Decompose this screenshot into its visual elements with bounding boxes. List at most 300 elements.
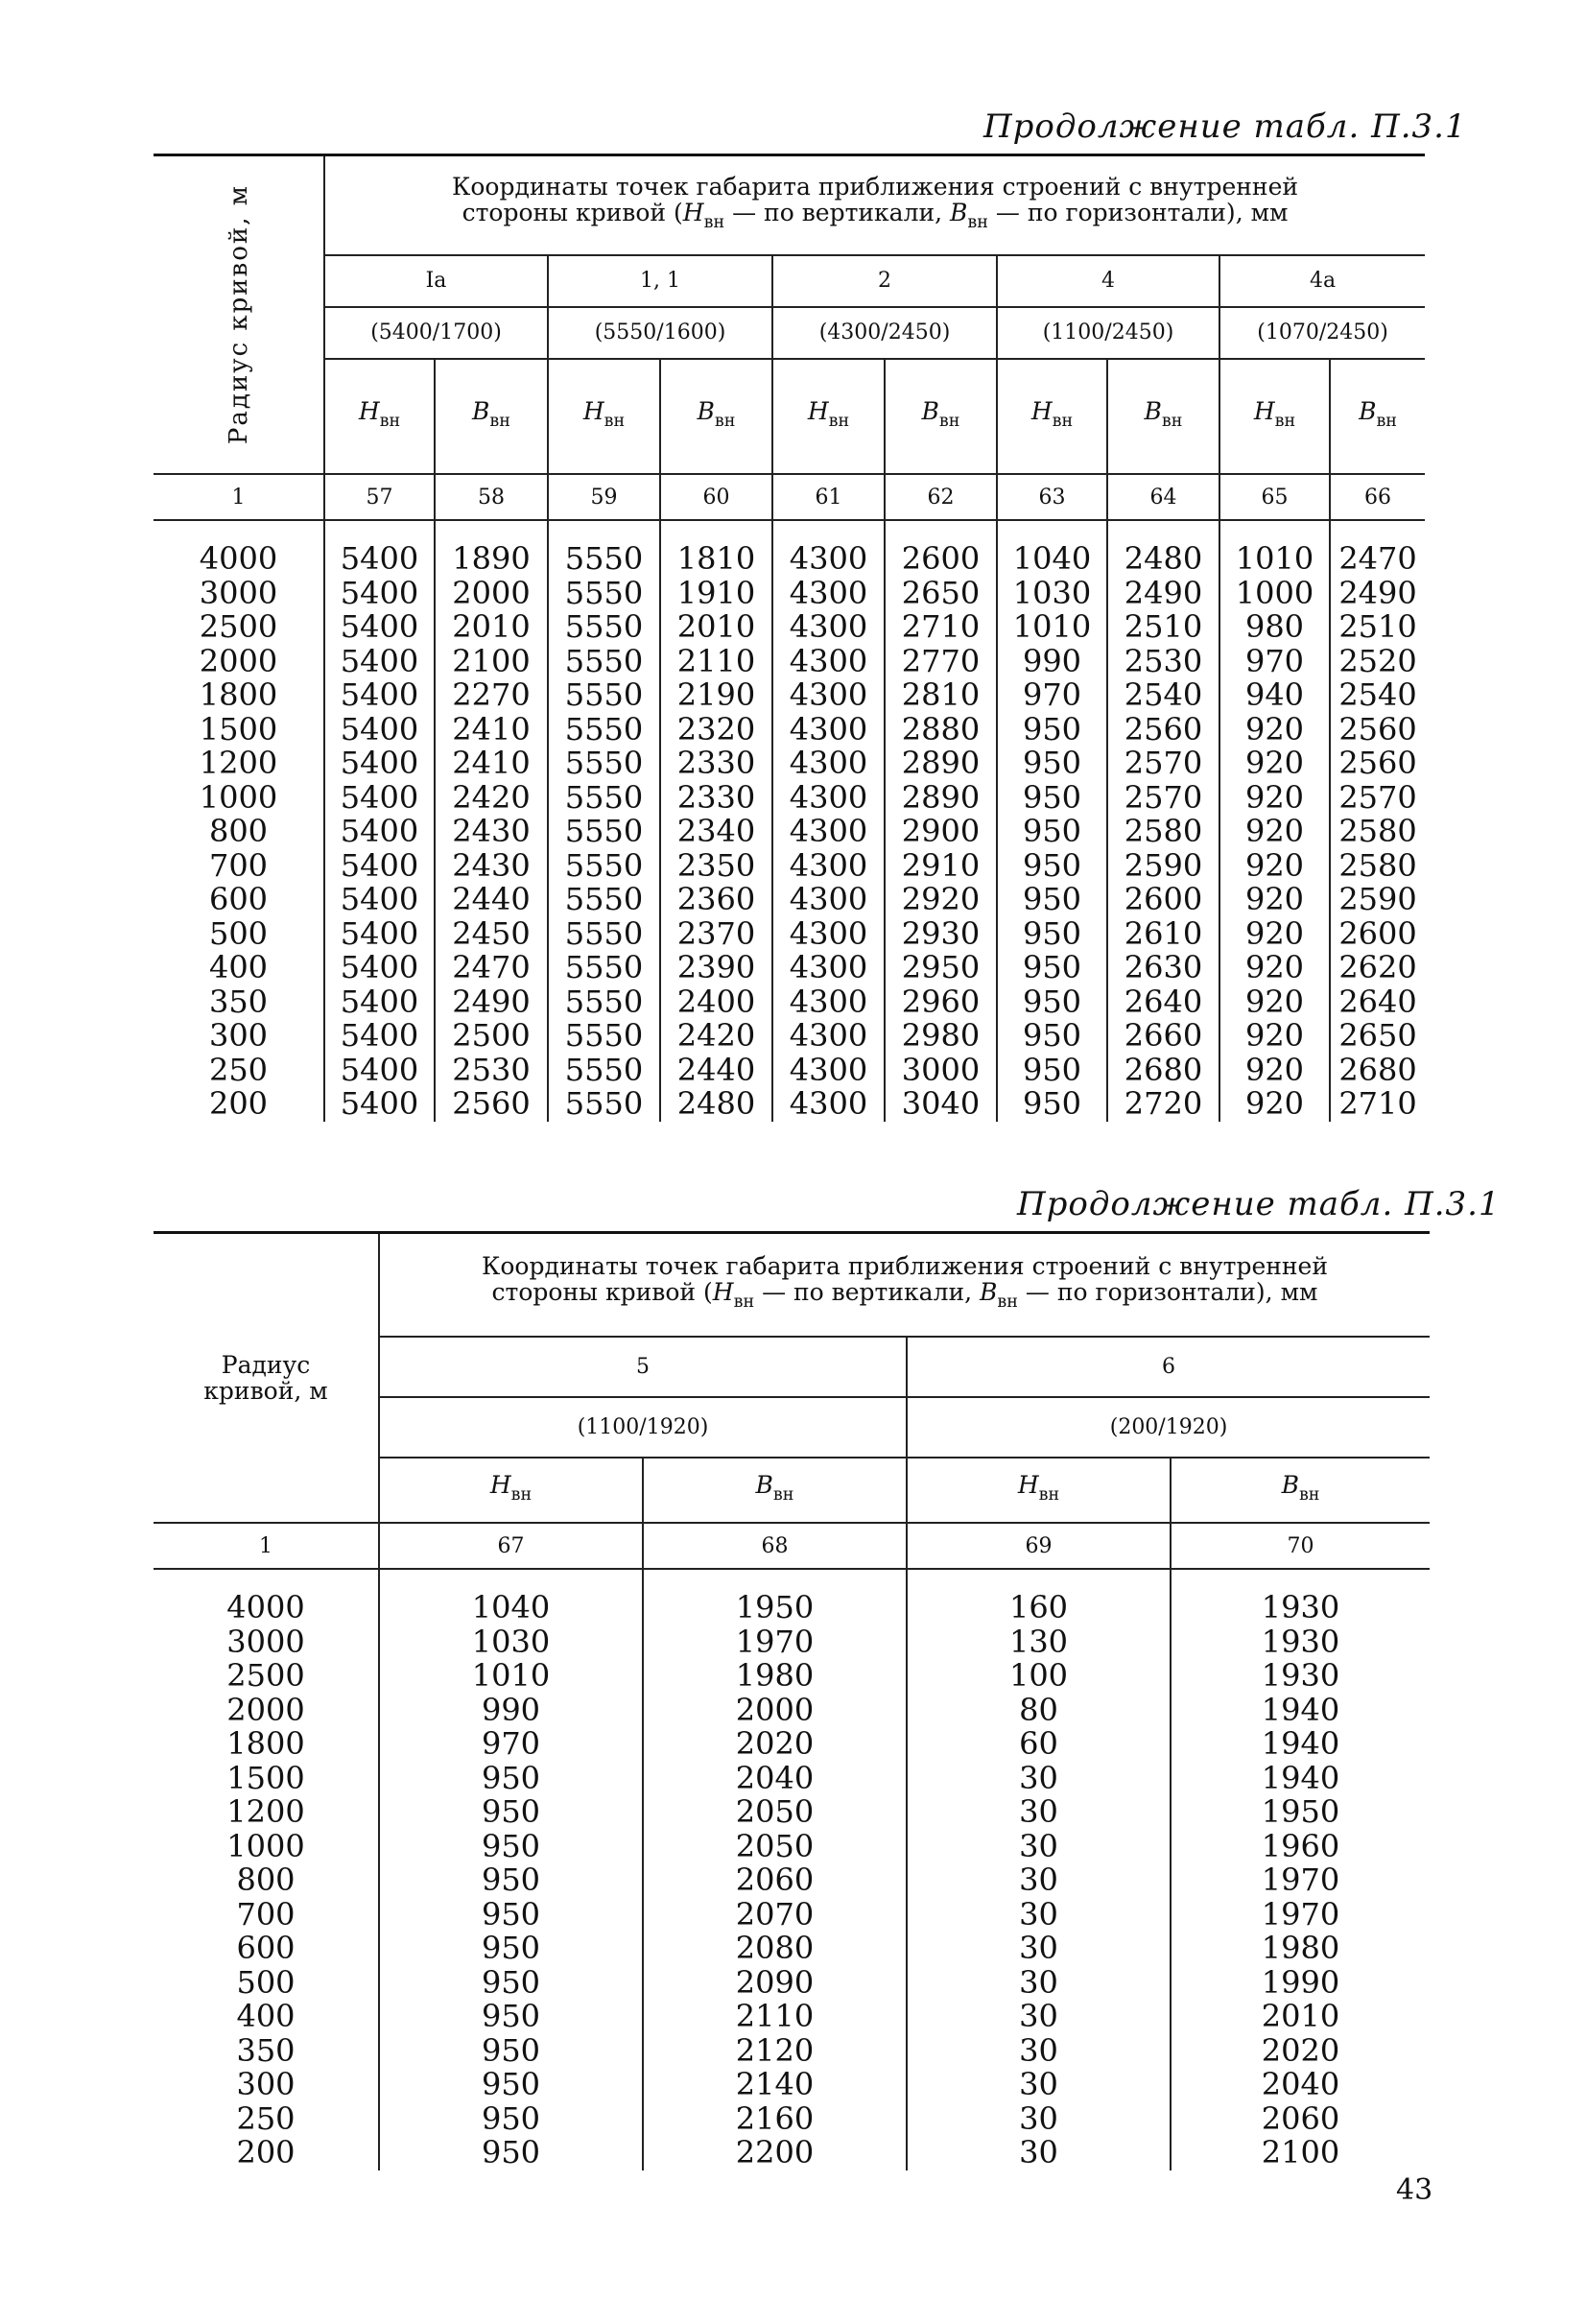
value-cell: 2340 [660,815,772,849]
radius-cell: 700 [236,1895,296,1933]
value-cell: 5550 [548,951,660,985]
table-row [154,1830,1430,1864]
value-cell: 5550 [548,542,660,577]
radius-cell: 600 [208,881,269,917]
column-number: 66 [1330,474,1425,520]
value-cell: 920 [1219,917,1330,952]
value-cell: 2430 [435,815,548,849]
h-header: $H_{вн}$ [379,1458,643,1523]
value-cell: 950 [997,1087,1107,1122]
value-cell: 2680 [1330,1054,1425,1088]
value-cell: 950 [997,985,1107,1020]
value-cell: 950 [379,2102,643,2137]
spacer-cell [1219,520,1330,542]
value-cell: 2480 [1107,542,1219,577]
value-cell: 5400 [324,678,435,713]
value-cell: 2410 [435,713,548,747]
value-cell: 950 [379,2136,643,2170]
value-cell: 950 [379,2034,643,2069]
table-row [154,1727,1430,1762]
value-cell: 1940 [1171,1762,1430,1796]
radius-cell: 3000 [199,574,278,611]
column-number: 64 [1107,474,1219,520]
value-cell: 970 [379,1727,643,1762]
value-cell: 4300 [772,917,885,952]
column-number: 65 [1219,474,1330,520]
value-cell: 2890 [885,781,997,816]
value-cell: 5550 [548,747,660,781]
value-cell: 2420 [435,781,548,816]
profile-name: 1, 1 [548,255,772,307]
value-cell: 920 [1219,1054,1330,1088]
value-cell: 1810 [660,542,772,577]
value-cell: 2350 [660,849,772,884]
b-header: $B_{вн}$ [660,359,772,474]
value-cell: 2330 [660,747,772,781]
value-cell: 950 [997,815,1107,849]
value-cell: 2980 [885,1019,997,1054]
value-cell: 950 [997,713,1107,747]
spacer-cell [154,1569,379,1591]
value-cell: 2490 [435,985,548,1020]
value-cell: 950 [997,747,1107,781]
table-row [154,883,1425,917]
value-cell: 920 [1219,951,1330,985]
value-cell: 5400 [324,917,435,952]
value-cell: 2560 [1107,713,1219,747]
value-cell: 950 [379,1966,643,2001]
value-cell: 5550 [548,713,660,747]
page-number: 43 [1396,2173,1433,2207]
table-row [154,1087,1425,1122]
radius-header-cell [154,1233,379,1524]
table-row [154,1898,1430,1933]
value-cell: 2020 [1171,2034,1430,2069]
value-cell: 5400 [324,951,435,985]
value-cell: 5400 [324,1087,435,1122]
radius-cell: 350 [208,983,269,1020]
radius-cell: 4000 [199,540,278,577]
value-cell: 2080 [643,1932,907,1966]
value-cell: 2330 [660,781,772,816]
value-cell: 5400 [324,815,435,849]
value-cell: 4300 [772,678,885,713]
spacer-cell [643,1569,907,1591]
table-row [154,849,1425,884]
h-header: $H_{вн}$ [772,359,885,474]
value-cell: 1940 [1171,1727,1430,1762]
table-row [154,1694,1430,1728]
value-cell: 1970 [643,1625,907,1660]
table-row [154,1054,1425,1088]
table-row [154,781,1425,816]
value-cell: 2100 [1171,2136,1430,2170]
value-cell: 3000 [885,1054,997,1088]
h-header: $H_{вн}$ [907,1458,1171,1523]
value-cell: 5550 [548,1054,660,1088]
value-cell: 2050 [643,1830,907,1864]
b-header: $B_{вн}$ [885,359,997,474]
value-cell: 2190 [660,678,772,713]
value-cell: 2390 [660,951,772,985]
radius-cell: 1000 [199,778,278,816]
table-row [154,577,1425,611]
value-cell: 990 [997,645,1107,679]
value-cell: 1990 [1171,1966,1430,2001]
table-row [154,1019,1425,1054]
table-row [154,1659,1430,1694]
value-cell: 950 [379,1830,643,1864]
value-cell: 30 [907,2000,1171,2034]
value-cell: 5400 [324,1019,435,1054]
value-cell: 2040 [643,1762,907,1796]
value-cell: 2580 [1330,815,1425,849]
value-cell: 2530 [435,1054,548,1088]
value-cell: 1040 [997,542,1107,577]
profile-name: 2 [772,255,997,307]
h-header: $H_{вн}$ [1219,359,1330,474]
value-cell: 5550 [548,1019,660,1054]
value-cell: 5550 [548,781,660,816]
profile-dims: (1100/2450) [997,307,1219,359]
value-cell: 2360 [660,883,772,917]
spacer-row [154,1569,1430,1591]
group-title-line1: Координаты точек габарита приближения строений с внутренней [482,1252,1329,1281]
value-cell: 950 [379,2000,643,2034]
value-cell: 5400 [324,883,435,917]
value-cell: 2610 [1107,917,1219,952]
column-number-row [154,474,1425,520]
table-row [154,678,1425,713]
value-cell: 2570 [1107,781,1219,816]
profile-dims: (1100/1920) [379,1397,907,1458]
value-cell: 30 [907,1762,1171,1796]
value-cell: 1940 [1171,1694,1430,1728]
value-cell: 2630 [1107,951,1219,985]
table-2 [154,1231,1430,2170]
value-cell: 5400 [324,849,435,884]
value-cell: 5400 [324,645,435,679]
value-cell: 2540 [1330,678,1425,713]
value-cell: 2600 [1107,883,1219,917]
spacer-row [154,520,1425,542]
value-cell: 2440 [660,1054,772,1088]
value-cell: 30 [907,1898,1171,1933]
value-cell: 2920 [885,883,997,917]
table-row [154,815,1425,849]
column-number: 62 [885,474,997,520]
spacer-cell [154,520,324,542]
value-cell: 30 [907,1966,1171,2001]
value-cell: 2520 [1330,645,1425,679]
column-number: 61 [772,474,885,520]
value-cell: 920 [1219,713,1330,747]
value-cell: 2070 [643,1898,907,1933]
h-header: $H_{вн}$ [548,359,660,474]
value-cell: 2400 [660,985,772,1020]
value-cell: 2910 [885,849,997,884]
spacer-cell [324,520,435,542]
spacer-cell [1330,520,1425,542]
value-cell: 980 [1219,610,1330,645]
value-cell: 950 [997,1054,1107,1088]
column-number: 63 [997,474,1107,520]
value-cell: 950 [379,1898,643,1933]
spacer-cell [907,1569,1171,1591]
value-cell: 950 [997,951,1107,985]
radius-header: Радиус кривой, м [224,184,253,445]
value-cell: 2050 [643,1795,907,1830]
table-row [154,1966,1430,2001]
value-cell: 2000 [435,577,548,611]
value-cell: 1950 [1171,1795,1430,1830]
value-cell: 2710 [885,610,997,645]
radius-cell: 2500 [199,608,278,645]
value-cell: 30 [907,1863,1171,1898]
spacer-cell [660,520,772,542]
value-cell: 2580 [1330,849,1425,884]
value-cell: 2810 [885,678,997,713]
value-cell: 4300 [772,713,885,747]
table-row [154,2068,1430,2102]
radius-cell: 500 [208,914,269,952]
value-cell: 4300 [772,1019,885,1054]
value-cell: 1980 [643,1659,907,1694]
value-cell: 1010 [1219,542,1330,577]
h-header: $H_{вн}$ [997,359,1107,474]
table-row [154,1762,1430,1796]
table-1 [154,154,1425,1122]
value-cell: 1030 [997,577,1107,611]
value-cell: 5550 [548,917,660,952]
radius-cell: 1200 [199,745,278,781]
column-number: 60 [660,474,772,520]
value-cell: 80 [907,1694,1171,1728]
value-cell: 2560 [1330,713,1425,747]
value-cell: 1930 [1171,1625,1430,1660]
value-cell: 2590 [1107,849,1219,884]
value-cell: 2570 [1330,781,1425,816]
group-title-line1: Координаты точек габарита приближения строений с внутренней [452,173,1299,202]
radius-cell: 250 [236,2099,296,2137]
value-cell: 950 [997,849,1107,884]
spacer-cell [1107,520,1219,542]
value-cell: 1970 [1171,1898,1430,1933]
column-number: 68 [643,1523,907,1569]
radius-cell: 400 [236,1998,296,2034]
value-cell: 950 [379,1762,643,1796]
value-cell: 2500 [435,1019,548,1054]
table-row [154,917,1425,952]
value-cell: 2720 [1107,1087,1219,1122]
radius-cell: 400 [208,949,269,985]
value-cell: 920 [1219,815,1330,849]
value-cell: 920 [1219,849,1330,884]
value-cell: 2010 [435,610,548,645]
value-cell: 2100 [435,645,548,679]
value-cell: 2010 [1171,2000,1430,2034]
table-1-body [154,520,1425,1122]
radius-cell: 350 [236,2031,296,2069]
value-cell: 5550 [548,815,660,849]
table-row [154,1932,1430,1966]
value-cell: 2650 [885,577,997,611]
value-cell: 5400 [324,577,435,611]
b-header: $B_{вн}$ [1330,359,1425,474]
value-cell: 160 [907,1591,1171,1625]
value-cell: 2430 [435,849,548,884]
table-2-body [154,1569,1430,2170]
radius-header-cell [154,155,324,475]
value-cell: 2950 [885,951,997,985]
spacer-cell [772,520,885,542]
value-cell: 2570 [1107,747,1219,781]
value-cell: 920 [1219,883,1330,917]
value-cell: 5400 [324,1054,435,1088]
value-cell: 950 [379,1795,643,1830]
profile-name: 4a [1219,255,1425,307]
column-number: 70 [1171,1523,1430,1569]
value-cell: 5550 [548,678,660,713]
radius-cell: 300 [208,1017,269,1054]
table-row [154,1625,1430,1660]
value-cell: 2060 [643,1863,907,1898]
value-cell: 2440 [435,883,548,917]
column-number: 1 [231,485,246,510]
value-cell: 2590 [1330,883,1425,917]
value-cell: 970 [997,678,1107,713]
value-cell: 5550 [548,645,660,679]
value-cell: 2650 [1330,1019,1425,1054]
value-cell: 2270 [435,678,548,713]
value-cell: 950 [997,883,1107,917]
column-number: 1 [259,1533,272,1558]
value-cell: 5550 [548,849,660,884]
spacer-cell [379,1569,643,1591]
profile-name: 5 [379,1337,907,1397]
value-cell: 30 [907,1795,1171,1830]
value-cell: 130 [907,1625,1171,1660]
value-cell: 4300 [772,747,885,781]
radius-cell: 700 [208,846,269,884]
value-cell: 1040 [379,1591,643,1625]
value-cell: 920 [1219,1019,1330,1054]
value-cell: 2010 [660,610,772,645]
value-cell: 920 [1219,985,1330,1020]
value-cell: 1980 [1171,1932,1430,1966]
value-cell: 2680 [1107,1054,1219,1088]
value-cell: 950 [997,781,1107,816]
b-header: $B_{вн}$ [1171,1458,1430,1523]
value-cell: 4300 [772,781,885,816]
radius-cell: 800 [236,1862,296,1898]
value-cell: 2410 [435,747,548,781]
value-cell: 2510 [1330,610,1425,645]
value-cell: 2470 [435,951,548,985]
value-cell: 5400 [324,713,435,747]
value-cell: 2110 [643,2000,907,2034]
radius-cell: 500 [236,1963,296,2001]
value-cell: 5550 [548,1087,660,1122]
group-title-line2: стороны кривой ($H_{вн}$ — по вертикали, $B_{вн}$ — по горизонтали), мм [462,199,1289,233]
value-cell: 2770 [885,645,997,679]
value-cell: 4300 [772,1054,885,1088]
value-cell: 2880 [885,713,997,747]
value-cell: 30 [907,1830,1171,1864]
table-row [154,542,1425,577]
value-cell: 2200 [643,2136,907,2170]
radius-cell: 200 [208,1085,269,1122]
value-cell: 2320 [660,713,772,747]
radius-header: Радиус кривой, м [203,1351,328,1405]
radius-cell: 1800 [226,1725,305,1762]
value-cell: 1010 [379,1659,643,1694]
value-cell: 950 [379,1932,643,1966]
spacer-cell [997,520,1107,542]
table-row [154,1591,1430,1625]
table-row [154,2102,1430,2137]
value-cell: 5400 [324,747,435,781]
column-number: 57 [324,474,435,520]
value-cell: 2000 [643,1694,907,1728]
value-cell: 30 [907,2068,1171,2102]
profile-dims: (5550/1600) [548,307,772,359]
radius-cell: 1800 [199,676,278,713]
table-row [154,1795,1430,1830]
value-cell: 4300 [772,645,885,679]
value-cell: 2020 [643,1727,907,1762]
value-cell: 2140 [643,2068,907,2102]
column-number-row [154,1523,1430,1569]
radius-cell: 300 [236,2066,296,2102]
table-caption-2: Продолжение табл. П.3.1 [1017,1185,1501,1223]
value-cell: 2900 [885,815,997,849]
value-cell: 5400 [324,985,435,1020]
value-cell: 920 [1219,781,1330,816]
value-cell: 1960 [1171,1830,1430,1864]
group-title [379,1233,1430,1337]
radius-cell: 200 [236,2134,296,2170]
radius-cell: 600 [236,1930,296,1966]
value-cell: 2490 [1330,577,1425,611]
value-cell: 2370 [660,917,772,952]
value-cell: 1970 [1171,1863,1430,1898]
value-cell: 920 [1219,1087,1330,1122]
value-cell: 2640 [1330,985,1425,1020]
table-row [154,951,1425,985]
value-cell: 950 [997,1019,1107,1054]
spacer-cell [548,520,660,542]
value-cell: 1950 [643,1591,907,1625]
value-cell: 4300 [772,577,885,611]
value-cell: 920 [1219,747,1330,781]
value-cell: 2600 [885,542,997,577]
radius-cell: 2000 [199,642,278,679]
radius-cell: 250 [208,1051,269,1088]
value-cell: 30 [907,2102,1171,2137]
value-cell: 2530 [1107,645,1219,679]
value-cell: 2160 [643,2102,907,2137]
radius-cell: 1500 [199,710,278,747]
value-cell: 950 [379,1863,643,1898]
value-cell: 2620 [1330,951,1425,985]
value-cell: 5550 [548,577,660,611]
column-number: 67 [379,1523,643,1569]
value-cell: 2930 [885,917,997,952]
profile-dims: (4300/2450) [772,307,997,359]
table-row [154,985,1425,1020]
value-cell: 2600 [1330,917,1425,952]
